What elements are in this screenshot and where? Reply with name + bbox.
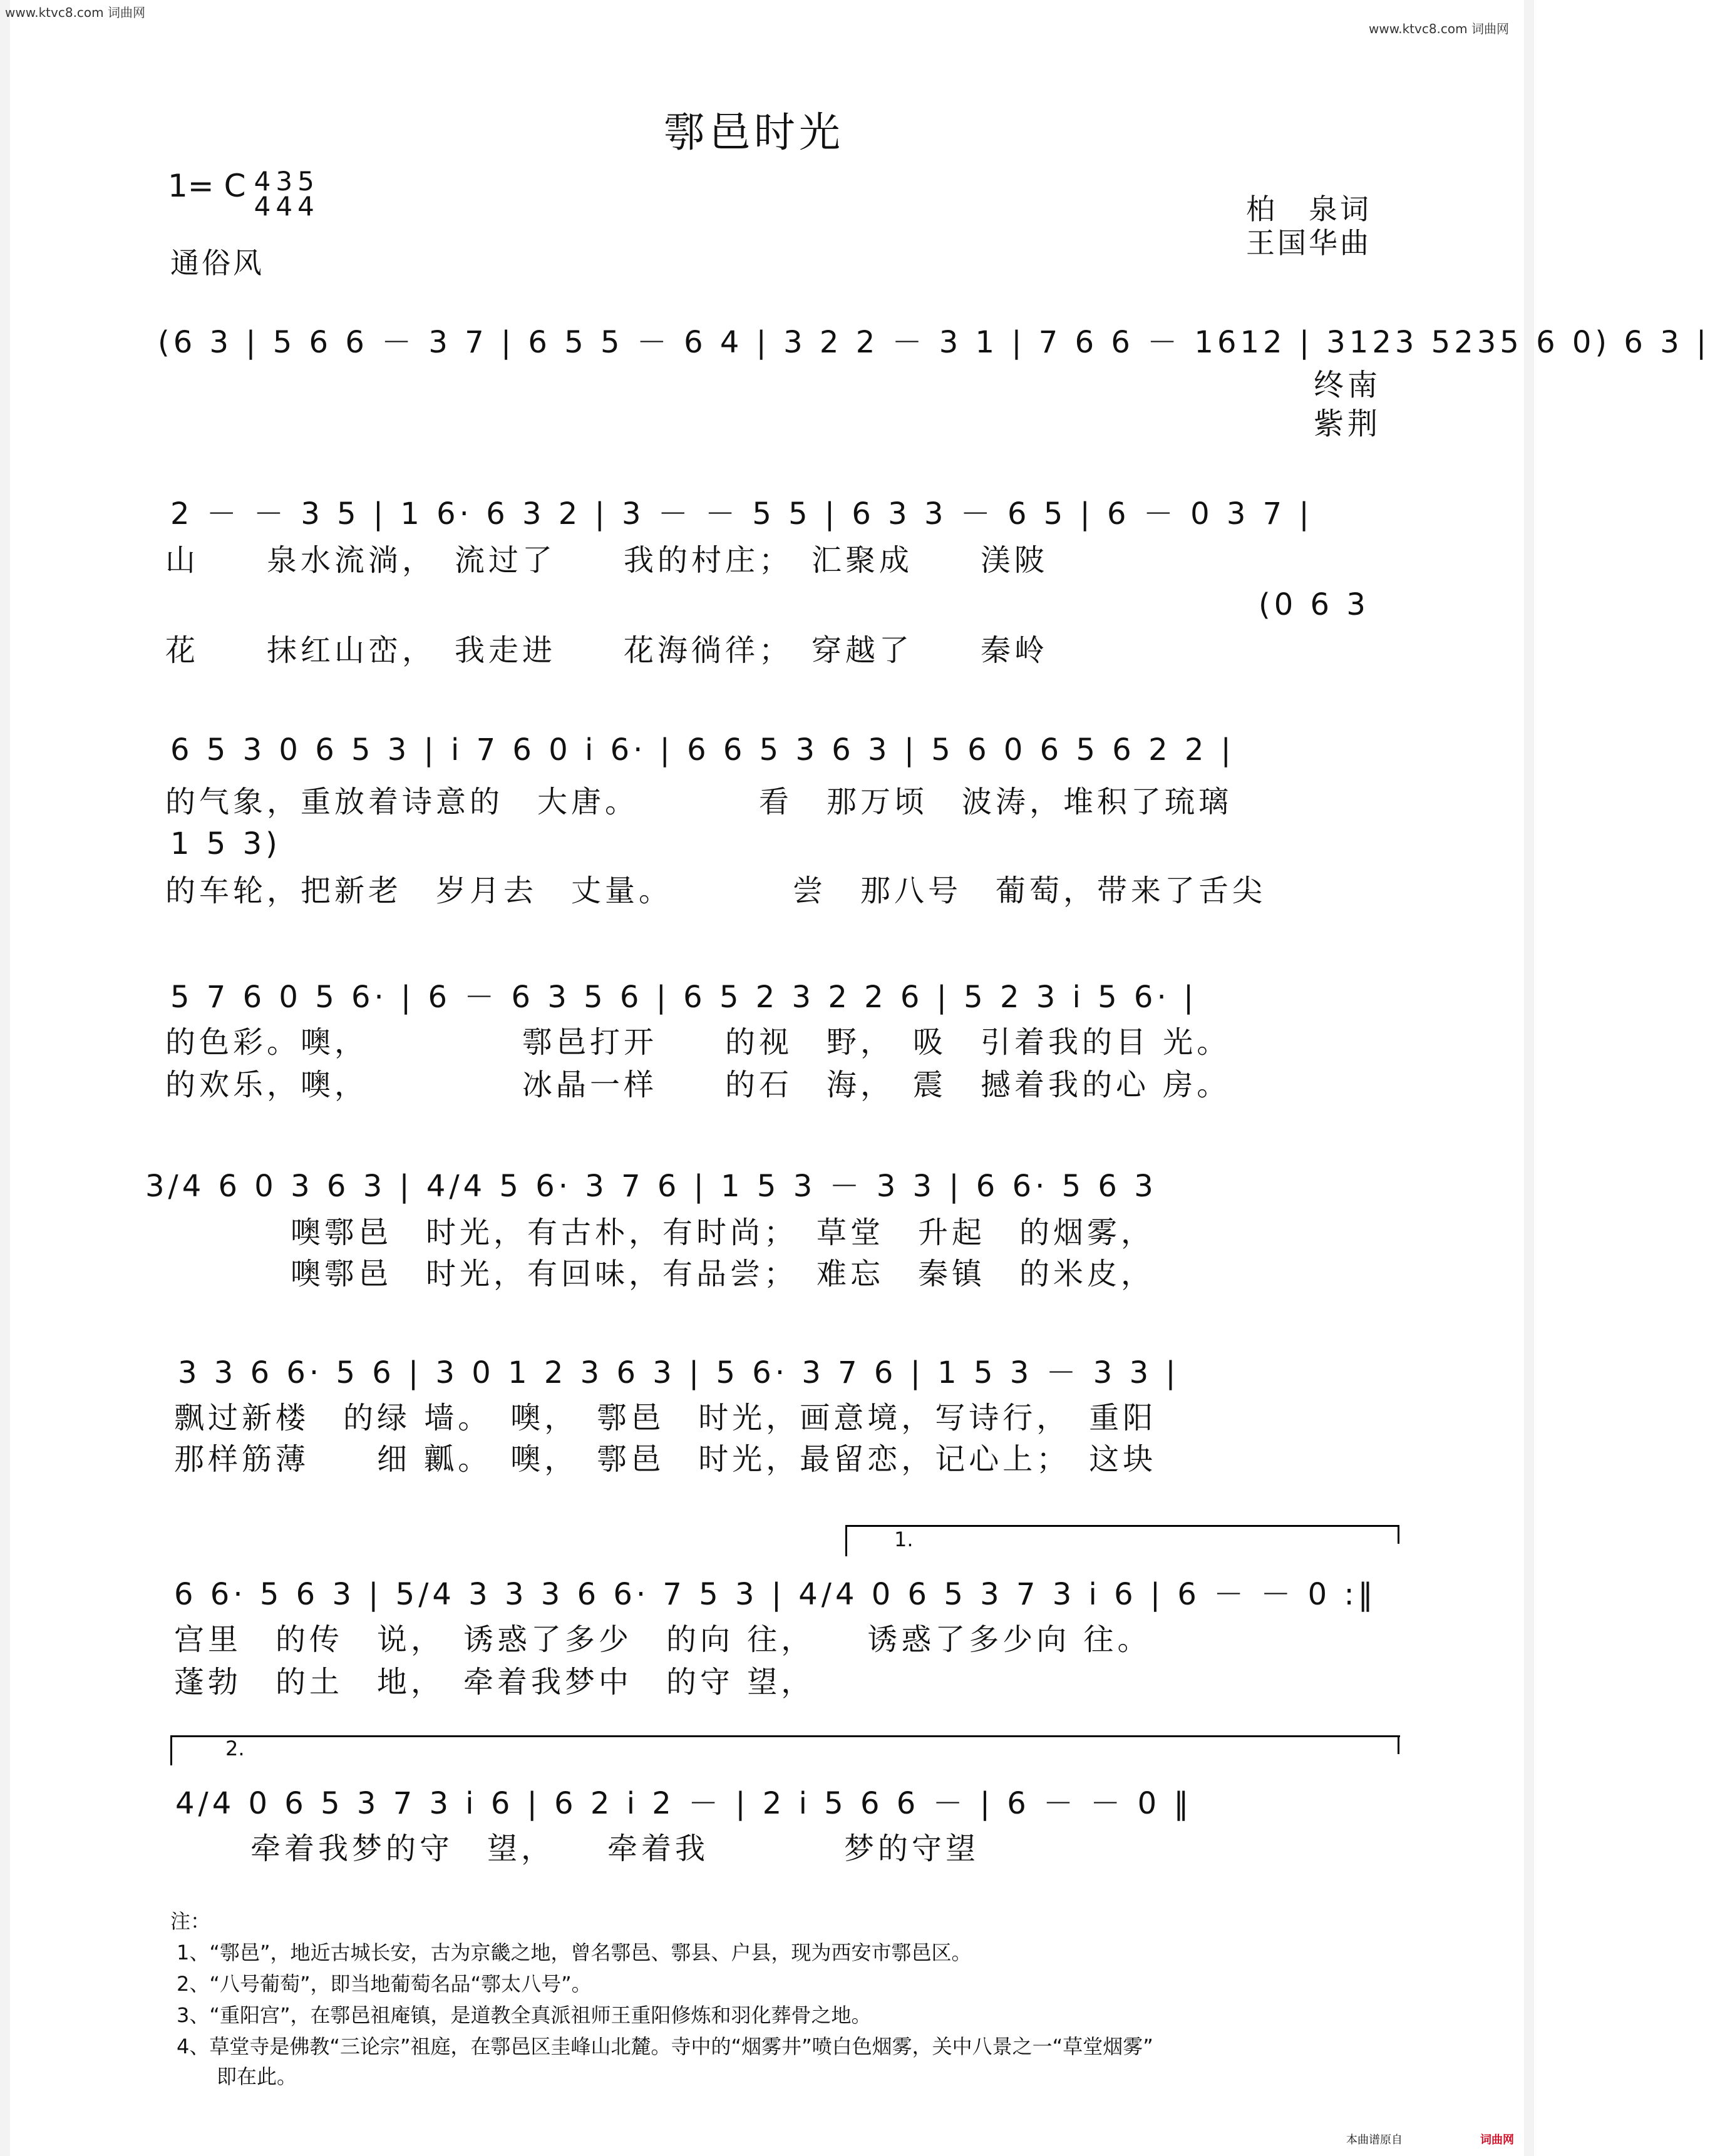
footnote-4-cont: 即在此。 bbox=[177, 2065, 297, 2088]
key-label: 1= C bbox=[168, 168, 246, 204]
lyric-line-1-a: 终南 bbox=[1314, 367, 1382, 403]
footnote-3: 3、“重阳宫”，在鄠邑祖庵镇，是道教全真派祖师王重阳修炼和羽化葬骨之地。 bbox=[177, 2003, 872, 2027]
volta-2-bracket bbox=[170, 1735, 1400, 1737]
lyricist: 柏 泉词 bbox=[1246, 192, 1371, 226]
volta-1-bracket-right bbox=[1398, 1525, 1399, 1544]
volta-2-bracket-left bbox=[170, 1735, 172, 1765]
meter-5-4: 5 4 bbox=[297, 165, 314, 222]
meter-4-4: 4 4 bbox=[254, 165, 271, 222]
key-signature bbox=[168, 165, 314, 222]
footnote-2: 2、“八号葡萄”，即当地葡萄名品“鄠太八号”。 bbox=[177, 1972, 592, 1996]
volta-1-label: 1. bbox=[894, 1527, 914, 1551]
lyric-line-7-b: 蓬勃 的土 地， 牵着我梦中 的守 望， bbox=[174, 1665, 815, 1700]
notes-label: 注： bbox=[170, 1909, 211, 1933]
lyric-line-1-b: 紫荆 bbox=[1314, 406, 1382, 441]
header-left: www.ktvc8.com 词曲网 bbox=[5, 5, 146, 20]
volta-2-label: 2. bbox=[225, 1737, 245, 1760]
lyric-line-7-a: 宫里 的传 说， 诱惑了多少 的向 往， 诱惑了多少向 往。 bbox=[174, 1622, 1151, 1657]
notation-line-2: 2 － － 3 5 | 1 6· 6 3 2 | 3 － － 5 5 | 6 3 3 － 6 5 | 6 － 0 3 7 | bbox=[170, 496, 1313, 531]
footer-brand[interactable]: 词曲网 bbox=[1480, 2133, 1514, 2147]
footnote-4: 4、草堂寺是佛教“三论宗”祖庭，在鄠邑区圭峰山北麓。寺中的“烟雾井”喷白色烟雾，关中八景之一“草堂烟雾” bbox=[177, 2035, 1153, 2058]
footer-source: 本曲谱原自 bbox=[1346, 2133, 1403, 2147]
lyric-line-4-a: 的色彩。噢， 鄠邑打开 的视 野， 吸 引着我的目 光。 bbox=[165, 1025, 1231, 1060]
lyric-line-3-pickup: 1 5 3) bbox=[170, 826, 281, 861]
composer: 王国华曲 bbox=[1246, 226, 1371, 260]
meter-3-4: 3 4 bbox=[276, 165, 293, 222]
lyric-line-2-a: 山 泉水流淌， 流过了 我的村庄； 汇聚成 渼陂 bbox=[165, 543, 1049, 578]
lyric-line-5-a: 噢鄠邑 时光，有古朴，有时尚； 草堂 升起 的烟雾， bbox=[291, 1215, 1155, 1250]
volta-1-bracket bbox=[845, 1525, 1399, 1527]
notation-line-8: 4/4 0 6 5 3 7 3 i 6 | 6 2 i 2 － | 2 i 5 6 6 － | 6 － － 0 ‖ bbox=[175, 1786, 1193, 1821]
notation-line-4: 5 7 6 0 5 6· | 6 － 6 3 5 6 | 6 5 2 3 2 2 6 | 5 2 3 i 5 6· | bbox=[170, 980, 1198, 1015]
volta-2-bracket-right bbox=[1398, 1735, 1399, 1754]
lyric-line-6-b: 那样筋薄 细 瓤。 噢， 鄠邑 时光，最留恋，记心上； 这块 bbox=[174, 1442, 1157, 1477]
lyric-line-6-a: 飘过新楼 的绿 墙。 噢， 鄠邑 时光，画意境，写诗行， 重阳 bbox=[174, 1400, 1157, 1435]
style-label: 通俗风 bbox=[170, 246, 264, 280]
notation-line-5: 3/4 6 0 3 6 3 | 4/4 5 6· 3 7 6 | 1 5 3 － 3 3 | 6 6· 5 6 3 bbox=[145, 1169, 1157, 1204]
header-right: www.ktvc8.com 词曲网 bbox=[1368, 21, 1509, 36]
notation-line-3: 6 5 3 0 6 5 3 | i 7 6 0 i 6· | 6 6 5 3 6 3 | 5 6 0 6 5 6 2 2 | bbox=[170, 732, 1235, 767]
notation-line-1: (6 3 | 5 6 6 － 3 7 | 6 5 5 － 6 4 | 3 2 2 － 3 1 | 7 6 6 － 1612 | 3123 5235 6 0) 6 3 | bbox=[158, 325, 1710, 360]
lyric-line-2-b: 花 抹红山峦， 我走进 花海徜徉； 穿越了 秦岭 bbox=[165, 633, 1049, 668]
song-title: 鄠邑时光 bbox=[664, 108, 844, 157]
lyric-line-8: 牵着我梦的守 望， 牵着我 梦的守望 bbox=[250, 1831, 980, 1866]
notation-line-7: 6 6· 5 6 3 | 5/4 3 3 3 6 6· 7 5 3 | 4/4 0 6 5 3 7 3 i 6 | 6 － － 0 :‖ bbox=[174, 1577, 1377, 1612]
volta-1-bracket-left bbox=[845, 1525, 847, 1556]
left-margin-strip bbox=[0, 0, 10, 2156]
lyric-line-5-b: 噢鄠邑 时光，有回味，有品尝； 难忘 秦镇 的米皮， bbox=[291, 1256, 1155, 1291]
lyric-line-3-b: 的车轮，把新老 岁月去 丈量。 尝 那八号 葡萄，带来了舌尖 bbox=[165, 873, 1267, 908]
lyric-line-2-pickup: (0 6 3 bbox=[1259, 587, 1369, 622]
footnote-1: 1、“鄠邑”，地近古城长安，古为京畿之地，曾名鄠邑、鄠县、户县，现为西安市鄠邑区。 bbox=[177, 1941, 972, 1964]
notation-line-6: 3 3 6 6· 5 6 | 3 0 1 2 3 6 3 | 5 6· 3 7 6 | 1 5 3 － 3 3 | bbox=[178, 1355, 1180, 1390]
lyric-line-4-b: 的欢乐，噢， 冰晶一样 的石 海， 震 撼着我的心 房。 bbox=[165, 1067, 1231, 1102]
lyric-line-3-a: 的气象，重放着诗意的 大唐。 看 那万顷 波涛，堆积了琉璃 bbox=[165, 784, 1233, 819]
